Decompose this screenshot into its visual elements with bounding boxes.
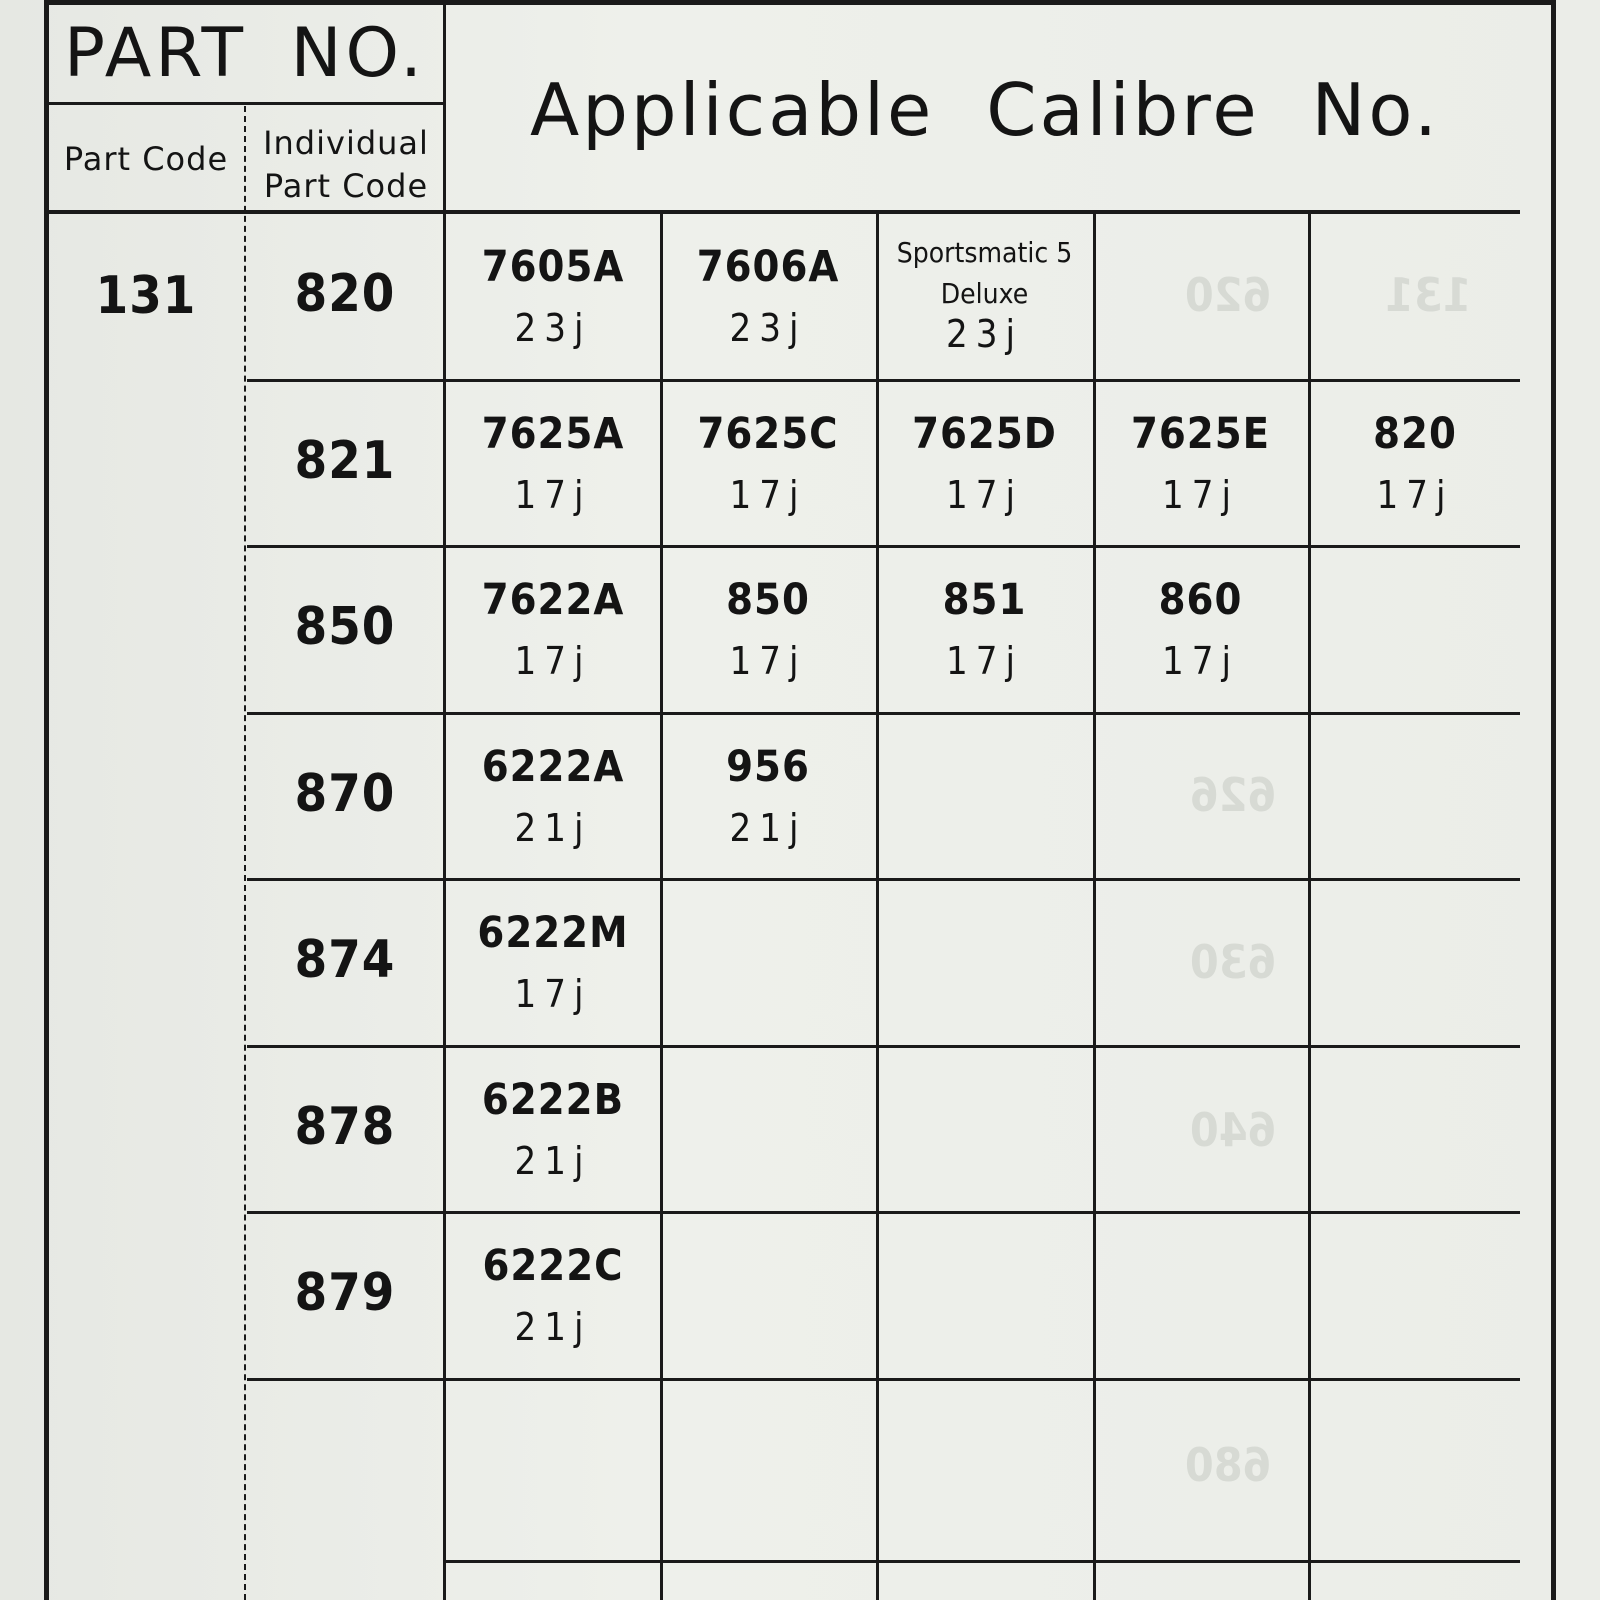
calibre-number: 7625A	[481, 408, 625, 459]
row-divider	[446, 1560, 1520, 1563]
show-through-mark: 640	[1190, 1103, 1277, 1157]
calibre-number: Sportsmatic 5 Deluxe	[896, 236, 1073, 310]
show-through-mark: 131	[1385, 268, 1472, 322]
calibre-number: 6222B	[481, 1074, 625, 1125]
calibre-number: 956	[726, 741, 810, 792]
row-divider	[247, 545, 1520, 548]
calibre-number: 7625D	[912, 408, 1057, 459]
individual-part-code-value: 874	[294, 930, 396, 990]
calibre-jewel-count: 23j	[514, 306, 592, 350]
calibre-jewel-count: 17j	[1162, 472, 1239, 517]
calibre-jewel-count: 21j	[729, 805, 807, 850]
calibre-jewel-count: 17j	[946, 472, 1023, 517]
part-code-dashed-divider	[244, 106, 246, 1600]
show-through-mark: 680	[1185, 1438, 1272, 1492]
calibre-jewel-count: 17j	[514, 639, 592, 683]
calibre-jewel-count: 23j	[729, 306, 807, 350]
calibre-jewel-count: 17j	[1376, 472, 1454, 517]
row-divider	[247, 712, 1520, 715]
individual-part-code-value: 879	[294, 1263, 396, 1323]
row-divider	[247, 379, 1520, 382]
row-divider	[247, 1378, 1520, 1381]
calibre-jewel-count: 21j	[514, 805, 592, 850]
calibre-number: 6222M	[477, 908, 629, 958]
individual-part-code-value: 821	[294, 430, 396, 491]
individual-part-code-value: 820	[294, 264, 396, 324]
calibre-jewel-count: 17j	[946, 639, 1023, 683]
part-no-heading: PART NO.	[64, 14, 426, 93]
calibre-number: 851	[942, 575, 1027, 625]
part-code-value: 131	[95, 266, 197, 326]
calibre-jewel-count: 23j	[946, 312, 1023, 356]
row-divider	[247, 878, 1520, 881]
individual-part-code-value: 850	[294, 597, 396, 657]
calibre-number: 6222C	[482, 1241, 624, 1291]
applicable-calibre-heading: Applicable Calibre No.	[529, 68, 1441, 152]
part-code-heading: Part Code	[63, 140, 229, 178]
calibre-jewel-count: 17j	[729, 472, 807, 517]
individual-part-code-value: 870	[294, 763, 396, 824]
show-through-mark: 630	[1190, 935, 1277, 989]
calibre-jewel-count: 21j	[514, 1138, 592, 1183]
calibre-number: 860	[1158, 575, 1243, 625]
calibre-jewel-count: 17j	[514, 972, 592, 1016]
show-through-mark: 626	[1190, 768, 1277, 822]
header-divider	[46, 102, 444, 105]
individual-part-code-value: 878	[294, 1096, 396, 1157]
calibre-number: 850	[726, 575, 810, 625]
calibre-jewel-count: 17j	[729, 639, 807, 683]
row-divider	[247, 1045, 1520, 1048]
calibre-jewel-count: 21j	[514, 1305, 592, 1349]
calibre-number: 7605A	[481, 242, 625, 292]
calibre-number: 7622A	[481, 575, 625, 625]
calibre-number: 7625C	[697, 408, 839, 459]
calibre-number: 7606A	[696, 242, 840, 292]
header-bottom-line	[46, 210, 1520, 214]
calibre-number: 6222A	[481, 741, 625, 792]
individual-part-code-heading: Individual Part Code	[263, 124, 429, 205]
row-divider	[247, 1211, 1520, 1214]
calibre-number: 7625E	[1130, 408, 1271, 459]
calibre-jewel-count: 17j	[514, 472, 592, 517]
show-through-mark: 620	[1185, 268, 1272, 322]
calibre-jewel-count: 17j	[1162, 639, 1239, 683]
calibre-number: 820	[1373, 408, 1457, 459]
